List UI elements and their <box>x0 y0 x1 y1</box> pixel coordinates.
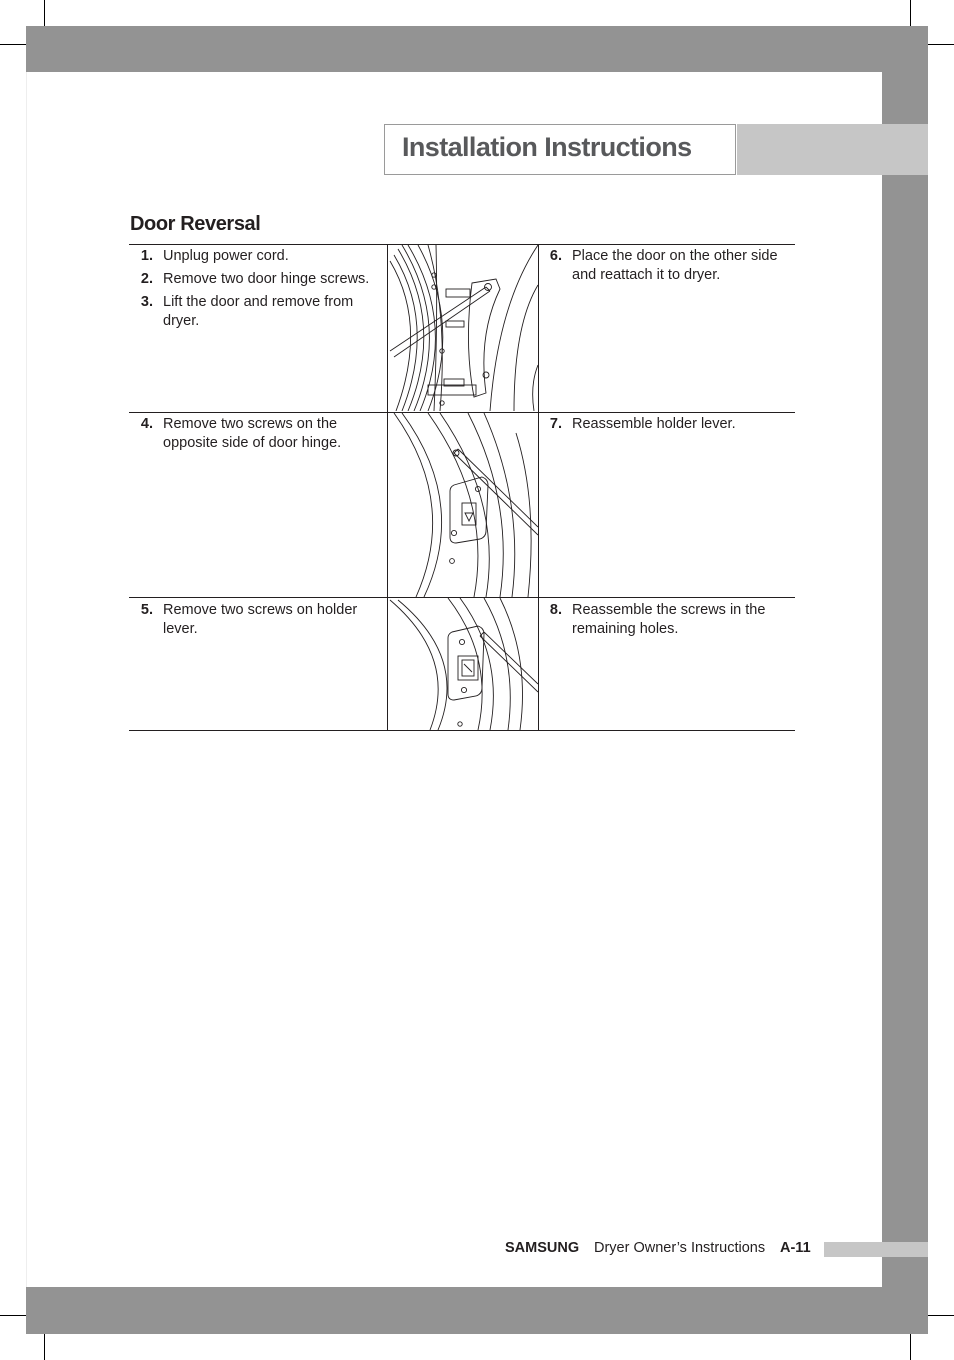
opposite-screws-illustration <box>388 413 538 597</box>
footer-document-title: Dryer Owner’s Instructions <box>594 1240 766 1256</box>
hinge-removal-illustration <box>388 245 538 411</box>
step-text: Unplug power cord. <box>163 248 289 264</box>
step-6 <box>538 247 788 287</box>
left-margin-strip <box>26 72 43 1287</box>
step-number: 5. <box>140 602 153 618</box>
step-number: 8. <box>549 602 562 618</box>
step-7 <box>538 415 788 435</box>
step-8 <box>538 601 788 641</box>
footer-brand: SAMSUNG <box>505 1240 580 1256</box>
bottom-gray-band <box>26 1287 928 1334</box>
step-number: 7. <box>549 416 562 432</box>
step-3 <box>129 293 379 333</box>
top-gray-band <box>26 26 928 72</box>
step-1 <box>129 247 379 267</box>
step-number: 2. <box>140 271 153 287</box>
step-text: Remove two door hinge screws. <box>163 271 370 287</box>
step-text: Lift the door and remove from dryer. <box>163 294 354 329</box>
header-gray-block <box>737 124 928 175</box>
page-number: A-11 <box>780 1240 811 1256</box>
step-number: 6. <box>549 248 562 264</box>
step-2 <box>129 270 379 290</box>
step-text: Remove two screws on the opposite side of door hinge. <box>163 416 342 451</box>
holder-lever-illustration <box>388 598 538 730</box>
step-4 <box>129 415 379 455</box>
step-text: Reassemble the screws in the remaining holes. <box>572 602 766 637</box>
step-number: 4. <box>140 416 153 432</box>
right-gray-band <box>882 26 928 1334</box>
step-5 <box>129 601 379 641</box>
footer-gray-bar <box>824 1242 928 1257</box>
step-text: Place the door on the other side and reattach it to dryer. <box>572 248 778 283</box>
step-text: Remove two screws on holder lever. <box>163 602 358 637</box>
page-title: Installation Instructions <box>402 132 692 162</box>
step-number: 3. <box>140 294 153 310</box>
step-text: Reassemble holder lever. <box>572 416 736 432</box>
step-number: 1. <box>140 248 153 264</box>
section-title: Door Reversal <box>130 213 261 235</box>
